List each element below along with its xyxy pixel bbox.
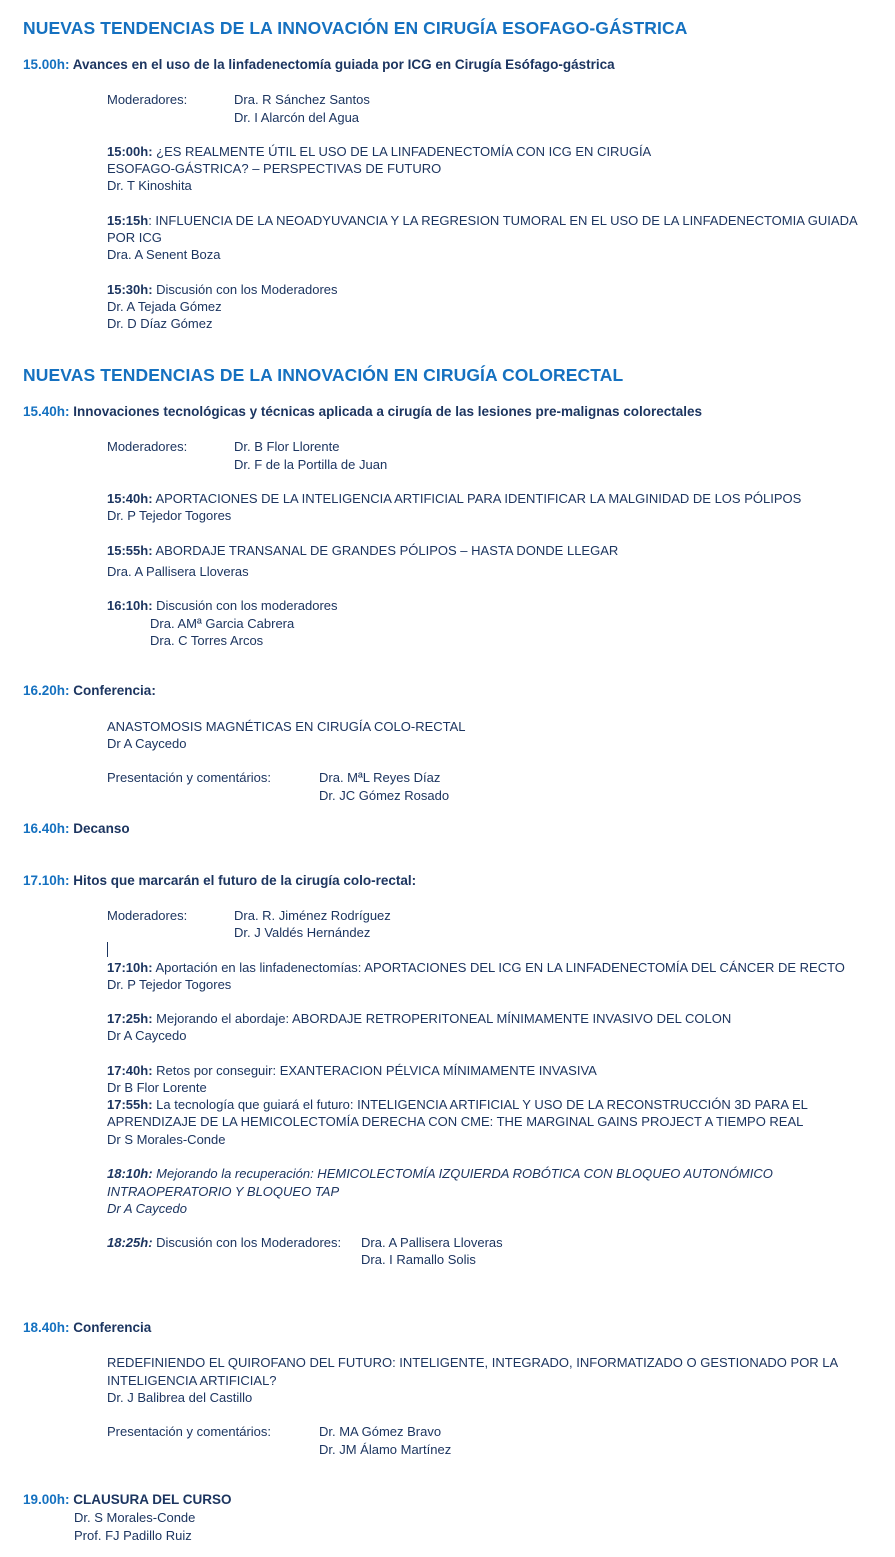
talk-item [107, 1062, 597, 1080]
talk-title: Discusión con los Moderadores [156, 282, 338, 297]
talk-speaker: Dr S Morales-Conde [107, 1132, 226, 1147]
conference-speaker: Dr A Caycedo [107, 736, 187, 751]
session-time: 15.00h: [23, 57, 70, 72]
talk-title: Mejorando la recuperación: HEMICOLECTOMÍA IZQUIERDA ROBÓTICA CON BLOQUEO AUTONÓMICO [156, 1166, 773, 1181]
talk-item [107, 212, 858, 230]
text-cursor [107, 942, 108, 957]
moderator-name: Dr. B Flor Llorente [234, 439, 340, 454]
talk-time: 15:40h: [107, 491, 153, 506]
section-title-colorectal: NUEVAS TENDENCIAS DE LA INNOVACIÓN EN CIRUGÍA COLORECTAL [23, 365, 624, 385]
talk-speaker: Dr A Caycedo [107, 1028, 187, 1043]
moderator-name: Dra. R. Jiménez Rodríguez [234, 908, 391, 923]
talk-speaker: Dr A Caycedo [107, 1201, 187, 1216]
talk-title: Aportación en las linfadenectomías: APORTACIONES DEL ICG EN LA LINFADENECTOMÍA DEL CÁNCER DE RECTO [155, 960, 845, 975]
session-time: 16.40h: [23, 821, 70, 836]
talk-title: ABORDAJE TRANSANAL DE GRANDES PÓLIPOS – HASTA DONDE LLEGAR [155, 543, 619, 558]
talk-title-cont: ESOFAGO-GÁSTRICA? – PERSPECTIVAS DE FUTURO [107, 161, 442, 176]
talk-time: 15:00h: [107, 144, 153, 159]
presenters-label: Presentación y comentários: [107, 770, 272, 785]
talk-speaker: Dra. AMª Garcia Cabrera [150, 616, 295, 631]
talk-time: 16:10h: [107, 598, 153, 613]
session-title: Innovaciones tecnológicas y técnicas aplicada a cirugía de las lesiones pre-malignas colorectales [73, 404, 703, 419]
talk-item [107, 542, 618, 560]
talk-title: : INFLUENCIA DE LA NEOADYUVANCIA Y LA REGRESION TUMORAL EN EL USO DE LA LINFADENECTOMIA GUIADA [148, 213, 858, 228]
session-title: Conferencia [73, 1320, 152, 1335]
talk-speaker: Dra. C Torres Arcos [150, 633, 264, 648]
talk-speaker: Dr. D Díaz Gómez [107, 316, 213, 331]
talk-speaker: Dra. I Ramallo Solis [361, 1252, 476, 1267]
talk-title: Discusión con los moderadores [156, 598, 338, 613]
conference-speaker: Dr. J Balibrea del Castillo [107, 1390, 253, 1405]
talk-speaker: Dr. P Tejedor Togores [107, 977, 232, 992]
talk-speaker: Dra. A Pallisera Lloveras [107, 564, 249, 579]
talk-item [107, 959, 845, 977]
session-header [23, 683, 156, 698]
talk-speaker: Dr. A Tejada Gómez [107, 299, 222, 314]
talk-speaker: Dr. P Tejedor Togores [107, 508, 232, 523]
talk-item [107, 1010, 731, 1028]
talk-item [107, 143, 651, 161]
presenter-name: Dr. JC Gómez Rosado [319, 788, 450, 803]
talk-item [107, 1165, 773, 1183]
talk-title: Mejorando el abordaje: ABORDAJE RETROPERITONEAL MÍNIMAMENTE INVASIVO DEL COLON [156, 1011, 732, 1026]
talk-item [107, 1096, 808, 1114]
presenter-name: Dra. MªL Reyes Díaz [319, 770, 441, 785]
session-time: 18.40h: [23, 1320, 70, 1335]
closing-speaker: Dr. S Morales-Conde [74, 1510, 196, 1525]
session-time: 19.00h: [23, 1492, 70, 1507]
session-header [23, 1320, 151, 1335]
session-time: 17.10h: [23, 873, 70, 888]
moderator-name: Dr. F de la Portilla de Juan [234, 457, 388, 472]
talk-time: 18:10h: [107, 1166, 153, 1181]
presenter-name: Dr. JM Álamo Martínez [319, 1442, 452, 1457]
moderators-label: Moderadores: [107, 908, 188, 923]
session-header [23, 404, 702, 419]
moderator-name: Dra. R Sánchez Santos [234, 92, 370, 107]
talk-title-cont: POR ICG [107, 230, 162, 245]
talk-time: 17:25h: [107, 1011, 153, 1026]
talk-title: Discusión con los Moderadores: [156, 1235, 342, 1250]
talk-title: ¿ES REALMENTE ÚTIL EL USO DE LA LINFADENECTOMÍA CON ICG EN CIRUGÍA [156, 144, 652, 159]
session-title: Avances en el uso de la linfadenectomía guiada por ICG en Cirugía Esófago-gástrica [72, 57, 615, 72]
conference-title: REDEFINIENDO EL QUIROFANO DEL FUTURO: INTELIGENTE, INTEGRADO, INFORMATIZADO O GESTIONADO POR LA [107, 1355, 839, 1370]
talk-speaker: Dra. A Pallisera Lloveras [361, 1235, 503, 1250]
talk-title-cont: INTRAOPERATORIO Y BLOQUEO TAP [107, 1184, 340, 1199]
talk-time: 17:55h: [107, 1097, 153, 1112]
moderators-label: Moderadores: [107, 439, 188, 454]
moderators-label: Moderadores: [107, 92, 188, 107]
talk-item [107, 1234, 341, 1252]
talk-title: Retos por conseguir: EXANTERACION PÉLVICA MÍNIMAMENTE INVASIVA [156, 1063, 597, 1078]
talk-title: La tecnología que guiará el futuro: INTELIGENCIA ARTIFICIAL Y USO DE LA RECONSTRUCCIÓN 3D PARA EL [156, 1097, 808, 1112]
session-header [23, 1492, 232, 1507]
session-header [23, 873, 416, 888]
talk-speaker: Dra. A Senent Boza [107, 247, 221, 262]
presenter-name: Dr. MA Gómez Bravo [319, 1424, 442, 1439]
session-title: Conferencia: [73, 683, 156, 698]
talk-speaker: Dr. T Kinoshita [107, 178, 192, 193]
session-header [23, 57, 615, 72]
talk-item [107, 281, 338, 299]
talk-time: 15:55h: [107, 543, 153, 558]
session-title: Hitos que marcarán el futuro de la cirugía colo-rectal: [73, 873, 417, 888]
conference-title-cont: INTELIGENCIA ARTIFICIAL? [107, 1373, 277, 1388]
session-header [23, 821, 130, 836]
conference-title: ANASTOMOSIS MAGNÉTICAS EN CIRUGÍA COLO-RECTAL [107, 719, 466, 734]
talk-item [107, 597, 338, 615]
session-title: CLAUSURA DEL CURSO [73, 1492, 232, 1507]
session-title: Decanso [73, 821, 130, 836]
talk-time: 17:10h: [107, 960, 153, 975]
talk-time: 15:30h: [107, 282, 153, 297]
talk-speaker: Dr B Flor Lorente [107, 1080, 207, 1095]
talk-time: 15:15h [107, 213, 149, 228]
session-time: 16.20h: [23, 683, 70, 698]
section-title-esofago-gastrica: NUEVAS TENDENCIAS DE LA INNOVACIÓN EN CIRUGÍA ESOFAGO-GÁSTRICA [23, 18, 688, 38]
talk-title: APORTACIONES DE LA INTELIGENCIA ARTIFICIAL PARA IDENTIFICAR LA MALGINIDAD DE LOS PÓLIPOS [155, 491, 802, 506]
talk-title-cont: APRENDIZAJE DE LA HEMICOLECTOMÍA DERECHA CON CME: THE MARGINAL GAINS PROJECT A TIEMPO REAL [107, 1114, 804, 1129]
presenters-label: Presentación y comentários: [107, 1424, 272, 1439]
talk-time: 18:25h: [107, 1235, 153, 1250]
talk-item [107, 490, 801, 508]
moderator-name: Dr. I Alarcón del Agua [234, 110, 360, 125]
talk-time: 17:40h: [107, 1063, 153, 1078]
session-time: 15.40h: [23, 404, 70, 419]
moderator-name: Dr. J Valdés Hernández [234, 925, 371, 940]
closing-speaker: Prof. FJ Padillo Ruiz [74, 1528, 192, 1543]
